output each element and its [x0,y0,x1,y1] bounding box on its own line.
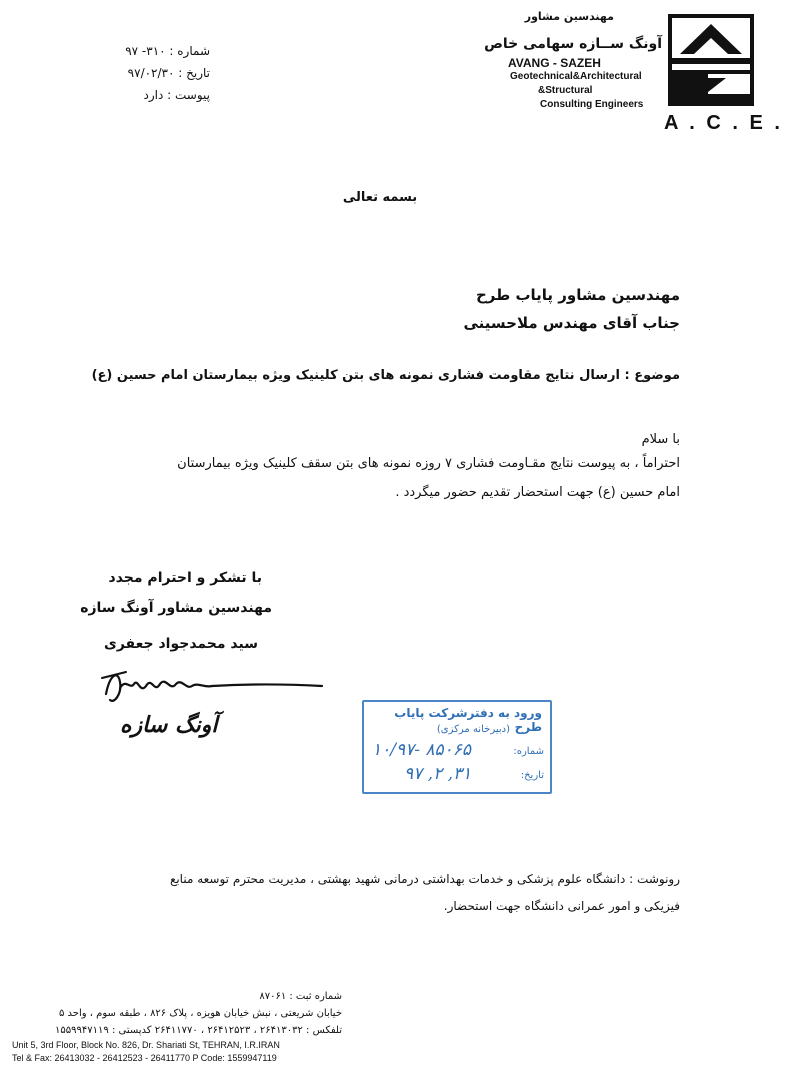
body-line-2: امام حسین (ع) جهت استحضار تقدیم حضور میگردد . [395,485,680,500]
stamp-date-value: ۹۷ ,۲ ,۳۱ [404,764,472,784]
footer-en-address: Unit 5, 3rd Floor, Block No. 826, Dr. Shariati St, TEHRAN, I.R.IRAN [12,1040,280,1050]
company-logo-icon [668,14,754,106]
signature-company-logo: آونگ سازه [120,712,218,738]
letter-number: شماره : ۳۱۰- ۹۷ [125,44,210,58]
letterhead-en [508,56,668,112]
addressee-company: مهندسین مشاور پایاب طرح [475,286,680,304]
footer-en-phone: Tel & Fax: 26413032 - 26412523 - 26411770 P Code: 1559947119 [12,1053,277,1063]
letter-meta [90,40,210,106]
letter-subject: موضوع : ارسال نتایج مقاومت فشاری نمونه های بتن کلینیک ویژه بیمارستان امام حسین (ع) [91,368,680,383]
letterhead-en-line3: &Structural [538,85,593,96]
body-line-1: احتراماً ، به پیوست نتایج مقـاومت فشاری ۷ روزه نمونه های بتن سقف کلینیک ویژه بیمارستان [177,456,680,471]
footer-registration: شماره ثبت : ۸۷۰۶۱ [259,991,342,1002]
letterhead-en-line4: Consulting Engineers [540,99,644,110]
stamp-number-value: ۱۰/۹۷- ۸۵۰۶۵ [372,740,472,760]
cc-line-1: رونوشت : دانشگاه علوم پزشکی و خدمات بهداشتی درمانی شهید بهشتی ، مدیریت محترم توسعه منابع [169,872,680,886]
footer-address: خیابان شریعتی ، نبش خیابان هویزه ، پلاک ۸۲۶ ، طبقه سوم ، واحد ۵ [58,1008,342,1019]
received-stamp [362,700,552,794]
closing-regards: با تشکر و احترام مجدد [108,570,262,586]
greeting: با سلام [641,432,680,447]
closing-company: مهندسین مشاور آونگ سازه [80,600,272,616]
stamp-title: ورود به دفترشرکت پایاب طرح [394,706,542,734]
letterhead-fa-line1: مهندسین مشاور [524,10,614,23]
letterhead-en-line1: AVANG - SAZEH [508,56,601,70]
cc-line-2: فیزیکی و امور عمرانی دانشگاه جهت استحضار. [443,899,680,913]
letter-attachment: پیوست : دارد [143,88,210,102]
signer-name: سید محمدجواد جعفری [103,636,258,652]
bismillah-heading: بسمه تعالی [342,190,418,205]
carbon-copy [60,866,680,920]
letter-footer [12,988,342,1065]
addressee-person: جناب آقای مهندس ملاحسینی [463,314,680,332]
stamp-subtitle: (دبیرخانه مرکزی) [436,724,510,735]
letter-date: تاریخ : ۹۷/۰۲/۳۰ [127,66,210,80]
letterhead-en-line2: Geotechnical&Architectural [510,71,642,82]
letterhead-fa-line2: آونگ ســازه سهامی خاص [484,36,662,52]
stamp-date-label: تاریخ: [520,770,544,781]
handwritten-signature-icon [96,664,326,712]
stamp-number-label: شماره: [513,746,544,757]
letterhead-abbr: A . C . E . [664,112,783,134]
footer-phone: تلفکس : ۲۶۴۱۳۰۳۲ ، ۲۶۴۱۲۵۲۳ ، ۲۶۴۱۱۷۷۰ کدپستی : ۱۵۵۹۹۴۷۱۱۹ [55,1025,342,1036]
